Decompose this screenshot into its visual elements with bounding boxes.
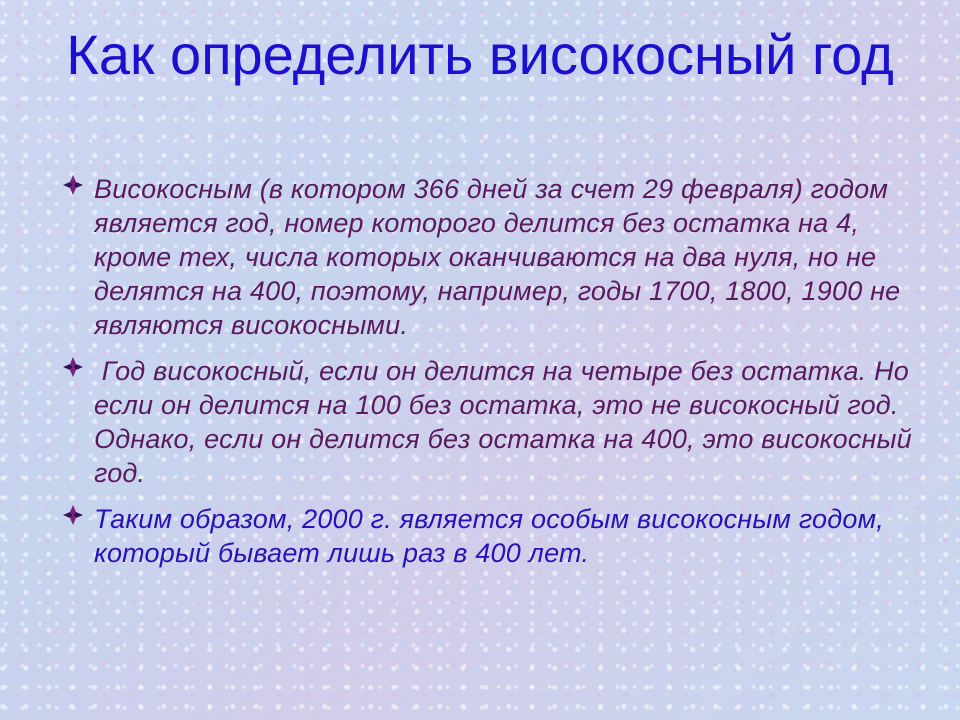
diamond-bullet-icon xyxy=(62,174,84,196)
bullet-item-3 xyxy=(62,502,922,570)
bullet-text-3: Таким образом, 2000 г. является особым високосным годом, который бывает лишь раз в 400 лет. xyxy=(94,504,884,568)
bullet-text-2: Год високосный, если он делится на четыре без остатка. Но если он делится на 100 без остатка, это не високосный год. Однако, если он делится без остатка на 400, это високосный год. xyxy=(94,356,920,488)
diamond-bullet-icon xyxy=(62,504,84,526)
bullet-text-1: Високосным (в котором 366 дней за счет 29 февраля) годом является год, номер которого делится без остатка на 4, кроме тех, числа которых оканчиваются на два нуля, но не делятся на 400, поэтому, например, годы 1700, 1800, 1900 не являются високосными. xyxy=(94,174,901,340)
bullet-item-1 xyxy=(62,172,922,342)
diamond-bullet-icon xyxy=(62,356,84,378)
bullet-list xyxy=(62,172,922,582)
slide-title: Как определить високосный год xyxy=(66,23,894,86)
bullet-item-2 xyxy=(62,354,922,490)
